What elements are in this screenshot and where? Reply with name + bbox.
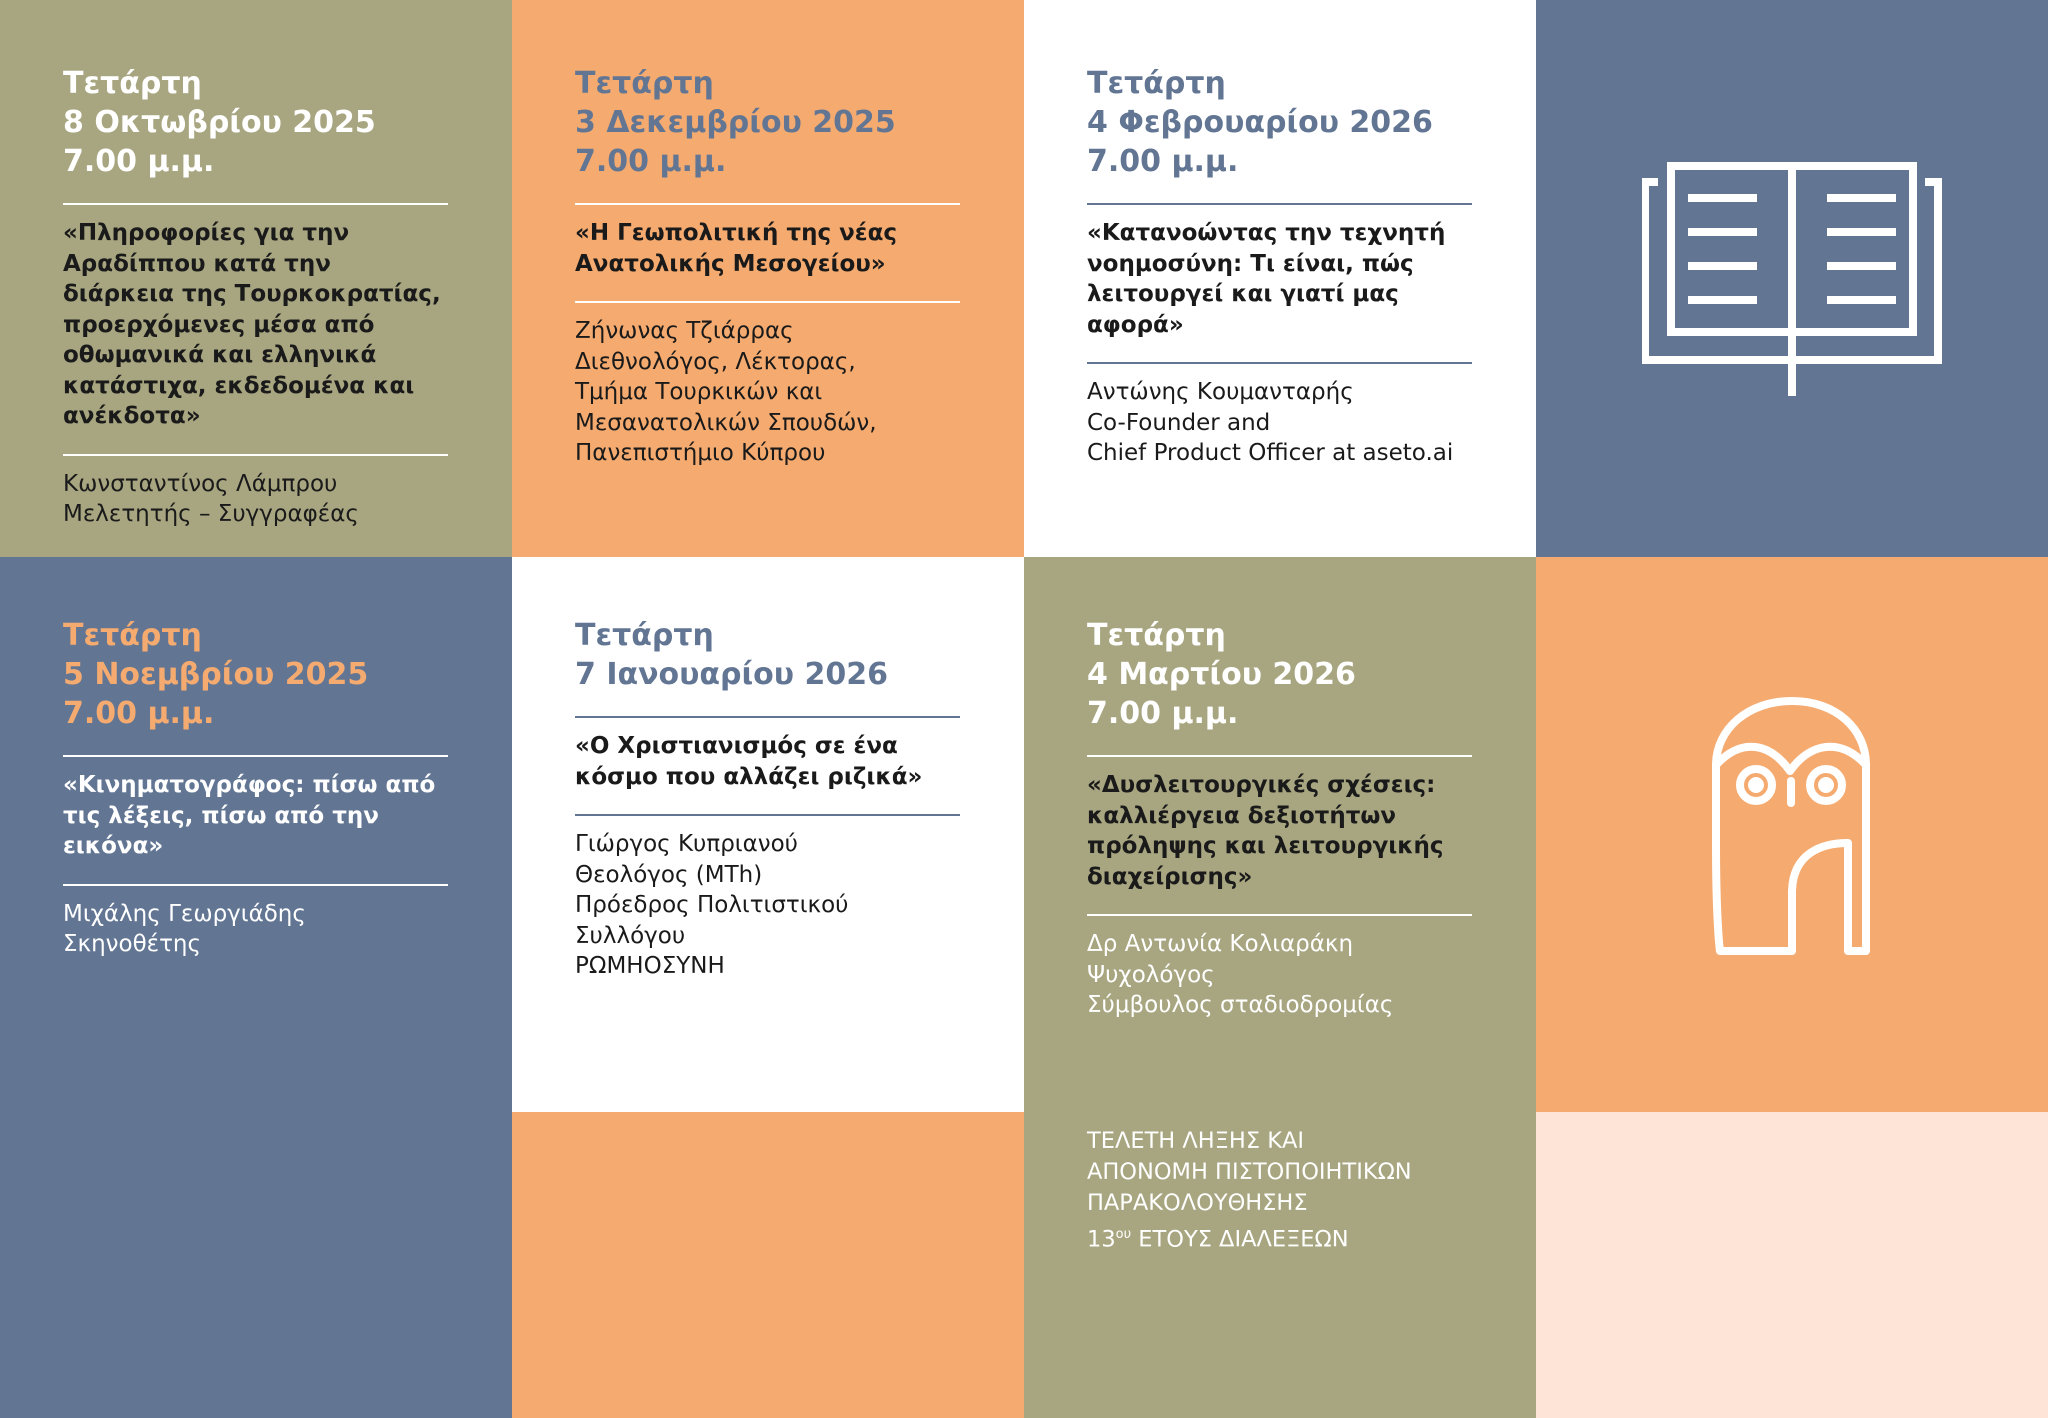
divider — [1087, 203, 1472, 205]
ceremony-year-number: 13 — [1087, 1226, 1116, 1253]
lecture-speaker — [63, 899, 448, 960]
speaker-role: Μεσανατολικών Σπουδών, — [575, 409, 877, 436]
lecture-speaker — [575, 829, 960, 982]
speaker-role: ΡΩΜΗΟΣΥΝΗ — [575, 953, 725, 979]
speaker-role: Σύμβουλος σταδιοδρομίας — [1087, 992, 1394, 1018]
lecture-cell-mar — [1024, 557, 1536, 1418]
lecture-title: «Ο Χριστιανισμός σε ένα κόσμο που αλλάζει ριζικά» — [575, 733, 923, 790]
divider — [1087, 362, 1472, 364]
lecture-day: Τετάρτη — [63, 66, 202, 101]
open-book-icon — [1642, 160, 1942, 404]
lecture-speaker — [1087, 377, 1472, 469]
lecture-date — [63, 616, 448, 733]
lecture-time: 7.00 μ.μ. — [63, 144, 215, 179]
lecture-cell-oct — [0, 0, 512, 557]
divider — [63, 755, 448, 757]
speaker-role: Ψυχολόγος — [1087, 961, 1215, 988]
lecture-cell-dec — [512, 0, 1024, 557]
lecture-date-text: 3 Δεκεμβρίου 2025 — [575, 105, 896, 140]
lecture-date — [575, 64, 960, 181]
owl-icon — [1712, 693, 1872, 977]
speaker-role: Σκηνοθέτης — [63, 931, 202, 957]
lecture-date-text: 8 Οκτωβρίου 2025 — [63, 105, 376, 140]
icon-cell-owl — [1536, 557, 2048, 1112]
speaker-name: Μιχάλης Γεωργιάδης — [63, 900, 306, 927]
lecture-date — [575, 616, 960, 694]
lecture-cell-jan — [512, 557, 1024, 1112]
speaker-name: Ζήνωνας Τζιάρρας — [575, 318, 794, 344]
lecture-title: «Κατανοώντας την τεχνητή νοημοσύνη: Τι είναι, πώς λειτουργεί και γιατί μας αφορά» — [1087, 220, 1446, 338]
lecture-time: 7.00 μ.μ. — [63, 696, 215, 731]
lecture-day: Τετάρτη — [63, 618, 202, 653]
lecture-title: «Η Γεωπολιτική της νέας Ανατολικής Μεσογείου» — [575, 220, 898, 277]
lecture-cell-feb — [1024, 0, 1536, 557]
speaker-role: Chief Product Officer at aseto.ai — [1087, 440, 1454, 466]
closing-ceremony-text — [1087, 1126, 1487, 1256]
lecture-card — [575, 616, 960, 982]
lecture-date — [1087, 64, 1472, 181]
lecture-speaker — [1087, 929, 1472, 1021]
lecture-cell-nov — [0, 557, 512, 1418]
empty-orange-block — [512, 1112, 1024, 1418]
ceremony-line — [1087, 1219, 1487, 1256]
lecture-day: Τετάρτη — [1087, 618, 1226, 653]
lecture-date-text: 5 Νοεμβρίου 2025 — [63, 657, 369, 692]
ceremony-line: ΠΑΡΑΚΟΛΟΥΘΗΣΗΣ — [1087, 1190, 1308, 1216]
speaker-role: Πανεπιστήμιο Κύπρου — [575, 440, 826, 466]
speaker-role: Co-Founder and — [1087, 409, 1271, 436]
ceremony-line: ΤΕΛΕΤΗ ΛΗΞΗΣ ΚΑΙ — [1087, 1128, 1304, 1154]
speaker-role: Θεολόγος (MTh) — [575, 861, 763, 888]
lecture-date — [1087, 616, 1472, 733]
lecture-date — [63, 64, 448, 181]
lecture-card — [63, 64, 448, 530]
speaker-role: Διεθνολόγος, Λέκτορας, — [575, 348, 856, 375]
lecture-time: 7.00 μ.μ. — [1087, 144, 1239, 179]
divider — [63, 203, 448, 205]
divider — [63, 454, 448, 456]
lecture-day: Τετάρτη — [1087, 66, 1226, 101]
divider — [575, 814, 960, 816]
lecture-speaker — [575, 316, 960, 469]
speaker-name: Κωνσταντίνος Λάμπρου — [63, 470, 338, 497]
speaker-role: Τμήμα Τουρκικών και — [575, 379, 823, 405]
lecture-time: 7.00 μ.μ. — [575, 144, 727, 179]
divider — [575, 301, 960, 303]
lecture-speaker — [63, 469, 448, 530]
ceremony-year-text: ΕΤΟΥΣ ΔΙΑΛΕΞΕΩΝ — [1131, 1226, 1349, 1253]
lecture-card — [1087, 64, 1472, 469]
ceremony-ordinal-suffix: ου — [1115, 1227, 1132, 1242]
lecture-card — [575, 64, 960, 469]
divider — [1087, 914, 1472, 916]
divider — [575, 203, 960, 205]
speaker-name: Γιώργος Κυπριανού — [575, 831, 798, 857]
lecture-date-text: 4 Φεβρουαρίου 2026 — [1087, 105, 1433, 140]
speaker-name: Δρ Αντωνία Κολιαράκη — [1087, 931, 1354, 957]
lecture-date-text: 4 Μαρτίου 2026 — [1087, 657, 1356, 692]
lecture-date-text: 7 Ιανουαρίου 2026 — [575, 657, 888, 692]
lecture-title: «Δυσλειτουργικές σχέσεις: καλλιέργεια δεξιοτήτων πρόληψης και λειτουργικής διαχείρισης» — [1087, 772, 1444, 890]
divider — [575, 716, 960, 718]
speaker-role: Μελετητής – Συγγραφέας — [63, 501, 359, 527]
speaker-role: Πρόεδρος Πολιτιστικού Συλλόγου — [575, 892, 849, 949]
lecture-card — [63, 616, 448, 960]
ceremony-line: ΑΠΟΝΟΜΗ ΠΙΣΤΟΠΟΙΗΤΙΚΩΝ — [1087, 1159, 1412, 1185]
speaker-name: Αντώνης Κουμανταρής — [1087, 379, 1354, 405]
divider — [1087, 755, 1472, 757]
empty-peach-block — [1536, 1112, 2048, 1418]
lecture-card — [1087, 616, 1472, 1021]
lecture-time: 7.00 μ.μ. — [1087, 696, 1239, 731]
lecture-title: «Κινηματογράφος: πίσω από τις λέξεις, πίσω από την εικόνα» — [63, 772, 436, 859]
icon-cell-book — [1536, 0, 2048, 557]
lecture-title: «Πληροφορίες για την Αραδίππου κατά την διάρκεια της Τουρκοκρατίας, προερχόμενες μέσα από οθωμανικά και ελληνικά κατάστιχα, εκδεδομένα και ανέκδοτα» — [63, 220, 441, 429]
lecture-day: Τετάρτη — [575, 66, 714, 101]
lecture-day: Τετάρτη — [575, 618, 714, 653]
divider — [63, 884, 448, 886]
